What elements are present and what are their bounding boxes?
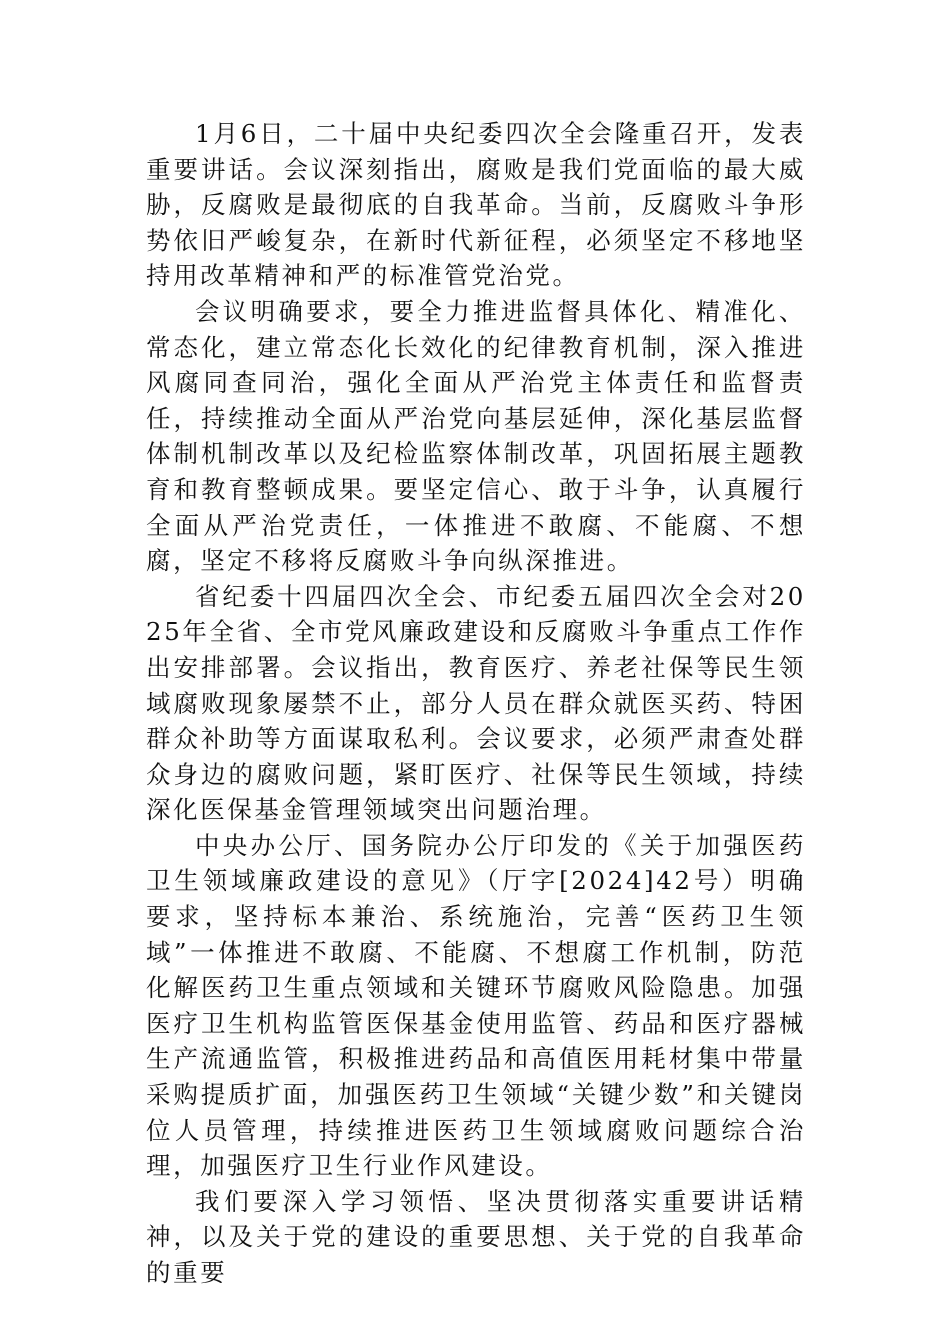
paragraph-5: 我们要深入学习领悟、坚决贯彻落实重要讲话精神，以及关于党的建设的重要思想、关于党的自我革命的重要 — [146, 1186, 806, 1287]
paragraph-1: 1月6日，二十届中央纪委四次全会隆重召开，发表重要讲话。会议深刻指出，腐败是我们党面临的最大威胁，反腐败是最彻底的自我革命。当前，反腐败斗争形势依旧严峻复杂，在新时代新征程，必须坚定不移地坚持用改革精神和严的标准管党治党。 — [146, 119, 806, 291]
paragraph-2: 会议明确要求，要全力推进监督具体化、精准化、常态化，建立常态化长效化的纪律教育机制，深入推进风腐同查同治，强化全面从严治党主体责任和监督责任，持续推动全面从严治党向基层延伸，深化基层监督体制机制改革以及纪检监察体制改革，巩固拓展主题教育和教育整顿成果。要坚定信心、敢于斗争，认真履行全面从严治党责任，一体推进不敢腐、不能腐、不想腐，坚定不移将反腐败斗争向纵深推进。 — [146, 296, 806, 576]
document-body — [146, 116, 806, 1291]
paragraph-3: 省纪委十四届四次全会、市纪委五届四次全会对2025年全省、全市党风廉政建设和反腐败斗争重点工作作出安排部署。会议指出，教育医疗、养老社保等民生领域腐败现象屡禁不止，部分人员在群众就医买药、特困群众补助等方面谋取私利。会议要求，必须严肃查处群众身边的腐败问题，紧盯医疗、社保等民生领域，持续深化医保基金管理领域突出问题治理。 — [146, 581, 806, 825]
paragraph-4: 中央办公厅、国务院办公厅印发的《关于加强医药卫生领域廉政建设的意见》（厅字[2024]42号）明确要求，坚持标本兼治、系统施治，完善“医药卫生领域”一体推进不敢腐、不能腐、不想腐工作机制，防范化解医药卫生重点领域和关键环节腐败风险隐患。加强医疗卫生机构监管医保基金使用监管、药品和医疗器械生产流通监管，积极推进药品和高值医用耗材集中带量采购提质扩面，加强医药卫生领域“关键少数”和关键岗位人员管理，持续推进医药卫生领域腐败问题综合治理，加强医疗卫生行业作风建设。 — [146, 830, 806, 1181]
